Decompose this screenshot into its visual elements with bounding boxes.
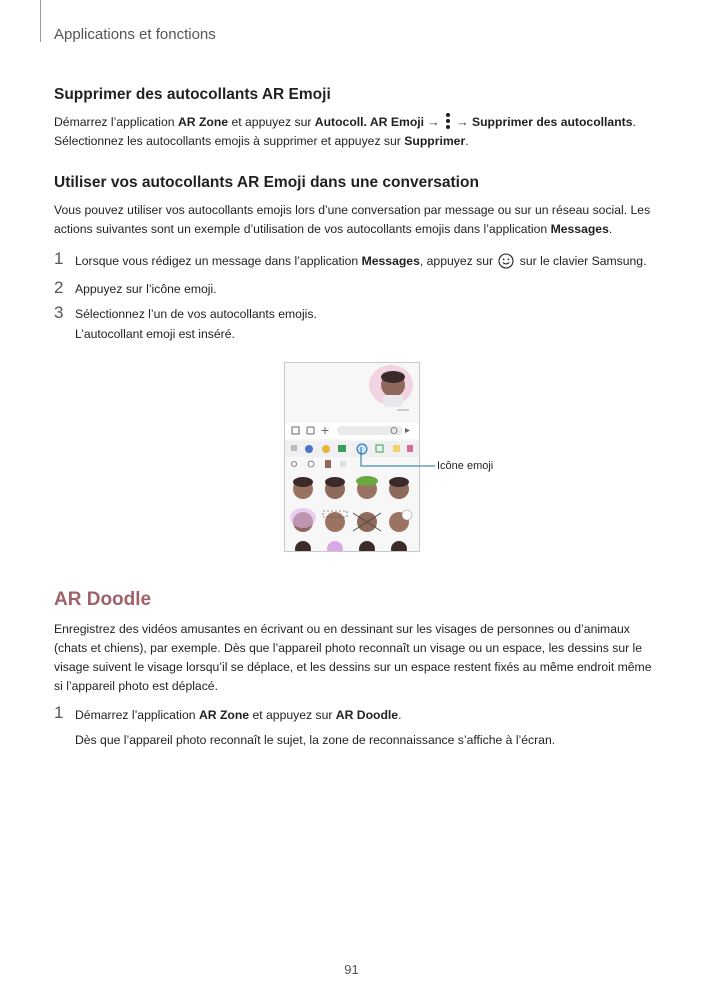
delete-stickers-paragraph: Démarrez l’application AR Zone et appuyez sur Autocoll. AR Emoji → → Supprimer des autocollants. Sélectionnez les autocollants emojis à supprimer et appuyez sur Supprimer. bbox=[54, 112, 654, 151]
step-subtext: L’autocollant emoji est inséré. bbox=[75, 327, 235, 341]
step-text: Démarrez l’application AR Zone et appuyez sur AR Doodle. bbox=[75, 708, 402, 722]
callout-label-emoji-icon: Icône emoji bbox=[437, 460, 494, 472]
step-text: Sélectionnez l’un de vos autocollants emojis. bbox=[75, 307, 317, 321]
more-options-icon bbox=[445, 112, 451, 130]
section-title-use-stickers: Utiliser vos autocollants AR Emoji dans une conversation bbox=[54, 174, 479, 191]
ar-doodle-intro: Enregistrez des vidéos amusantes en écrivant ou en dessinant sur les visages de personnes ou d’animaux (chats et chiens), par exemple. Dès que l’appareil photo reconnaît un visage ou un espace, les dessins sur le visage suivent le visage lorsqu’il se déplace, et les dessins sur un espace restent fixés au même endroit même si l’appareil photo est déplacé. bbox=[54, 622, 652, 693]
step-number: 1 bbox=[54, 703, 64, 722]
emoji-smile-icon bbox=[498, 253, 514, 269]
step-text: Appuyez sur l’icône emoji. bbox=[75, 282, 217, 296]
header-rule bbox=[40, 0, 41, 42]
step-text: Lorsque vous rédigez un message dans l’application Messages, appuyez sur sur le clavier Samsung. bbox=[75, 254, 647, 268]
page-number: 91 bbox=[344, 962, 359, 977]
chapter-title: Applications et fonctions bbox=[54, 26, 216, 43]
section-title-ar-doodle: AR Doodle bbox=[54, 589, 152, 610]
step-subtext: Dès que l’appareil photo reconnaît le sujet, la zone de reconnaissance s’affiche à l’écran. bbox=[75, 733, 556, 747]
step-number: 3 bbox=[54, 303, 64, 322]
step-number: 1 bbox=[54, 249, 64, 268]
callout-line bbox=[355, 447, 437, 471]
section-title-delete-stickers: Supprimer des autocollants AR Emoji bbox=[54, 86, 331, 103]
use-stickers-intro: Vous pouvez utiliser vos autocollants emojis lors d’une conversation par message ou sur un réseau social. Les actions suivantes sont un exemple d’utilisation de vos autocollants emojis dans l’application Messages. bbox=[54, 203, 651, 236]
step-number: 2 bbox=[54, 278, 64, 297]
